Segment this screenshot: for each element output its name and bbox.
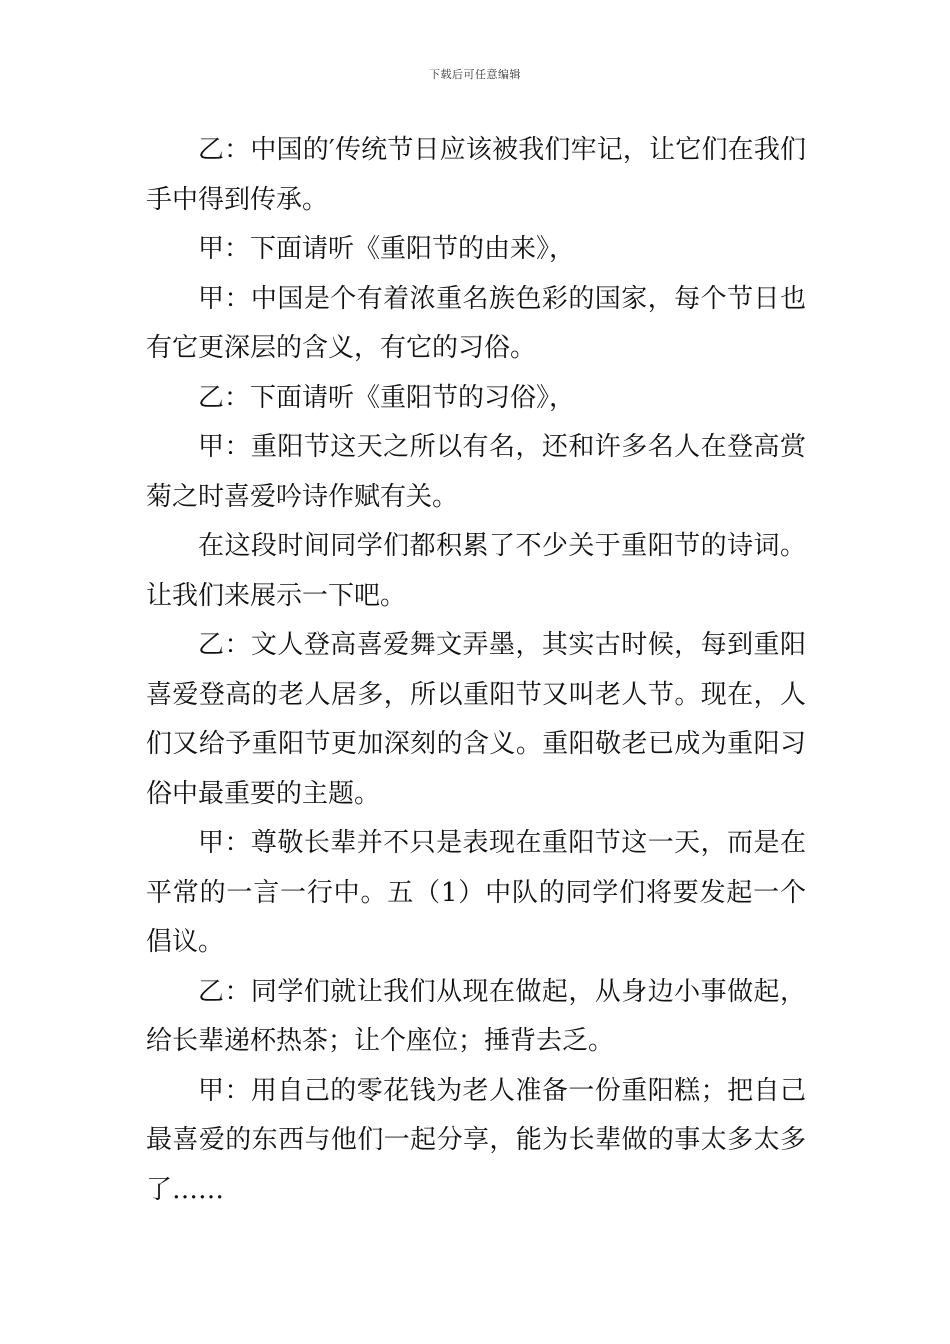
paragraph: 乙：同学们就让我们从现在做起，从身边小事做起，给长辈递杯热茶；让个座位；捶背去乏。 (146, 976, 806, 1056)
paragraph: 乙：文人登高喜爱舞文弄墨，其实古时候，每到重阳喜爱登高的老人居多，所以重阳节又叫老人节。现在，人们又给予重阳节更加深刻的含义。重阳敬老已成为重阳习俗中最重要的主题。 (146, 630, 806, 809)
paragraph: 甲：用自己的零花钱为老人准备一份重阳糕；把自己最喜爱的东西与他们一起分享，能为长辈做的事太多太多了…… (146, 1075, 806, 1205)
page-header: 下载后可任意编辑 (429, 68, 521, 81)
paragraph: 乙：下面请听《重阳节的习俗》， (198, 382, 576, 413)
paragraph: 甲：重阳节这天之所以有名，还和许多名人在登高赏菊之时喜爱吟诗作赋有关。 (146, 432, 806, 512)
paragraph: 甲：中国是个有着浓重名族色彩的国家，每个节日也有它更深层的含义，有它的习俗。 (146, 283, 806, 363)
paragraph: 甲：尊敬长辈并不只是表现在重阳节这一天，而是在平常的一言一行中。五（1）中队的同学们将要发起一个倡议。 (146, 828, 806, 957)
paragraph: 甲：下面请听《重阳节的由来》， (198, 234, 576, 264)
document-body (146, 126, 806, 1215)
paragraph: 乙：中国的′传统节日应该被我们牢记，让它们在我们手中得到传承。 (146, 135, 806, 215)
paragraph: 在这段时间同学们都积累了不少关于重阳节的诗词。让我们来展示一下吧。 (146, 531, 806, 611)
